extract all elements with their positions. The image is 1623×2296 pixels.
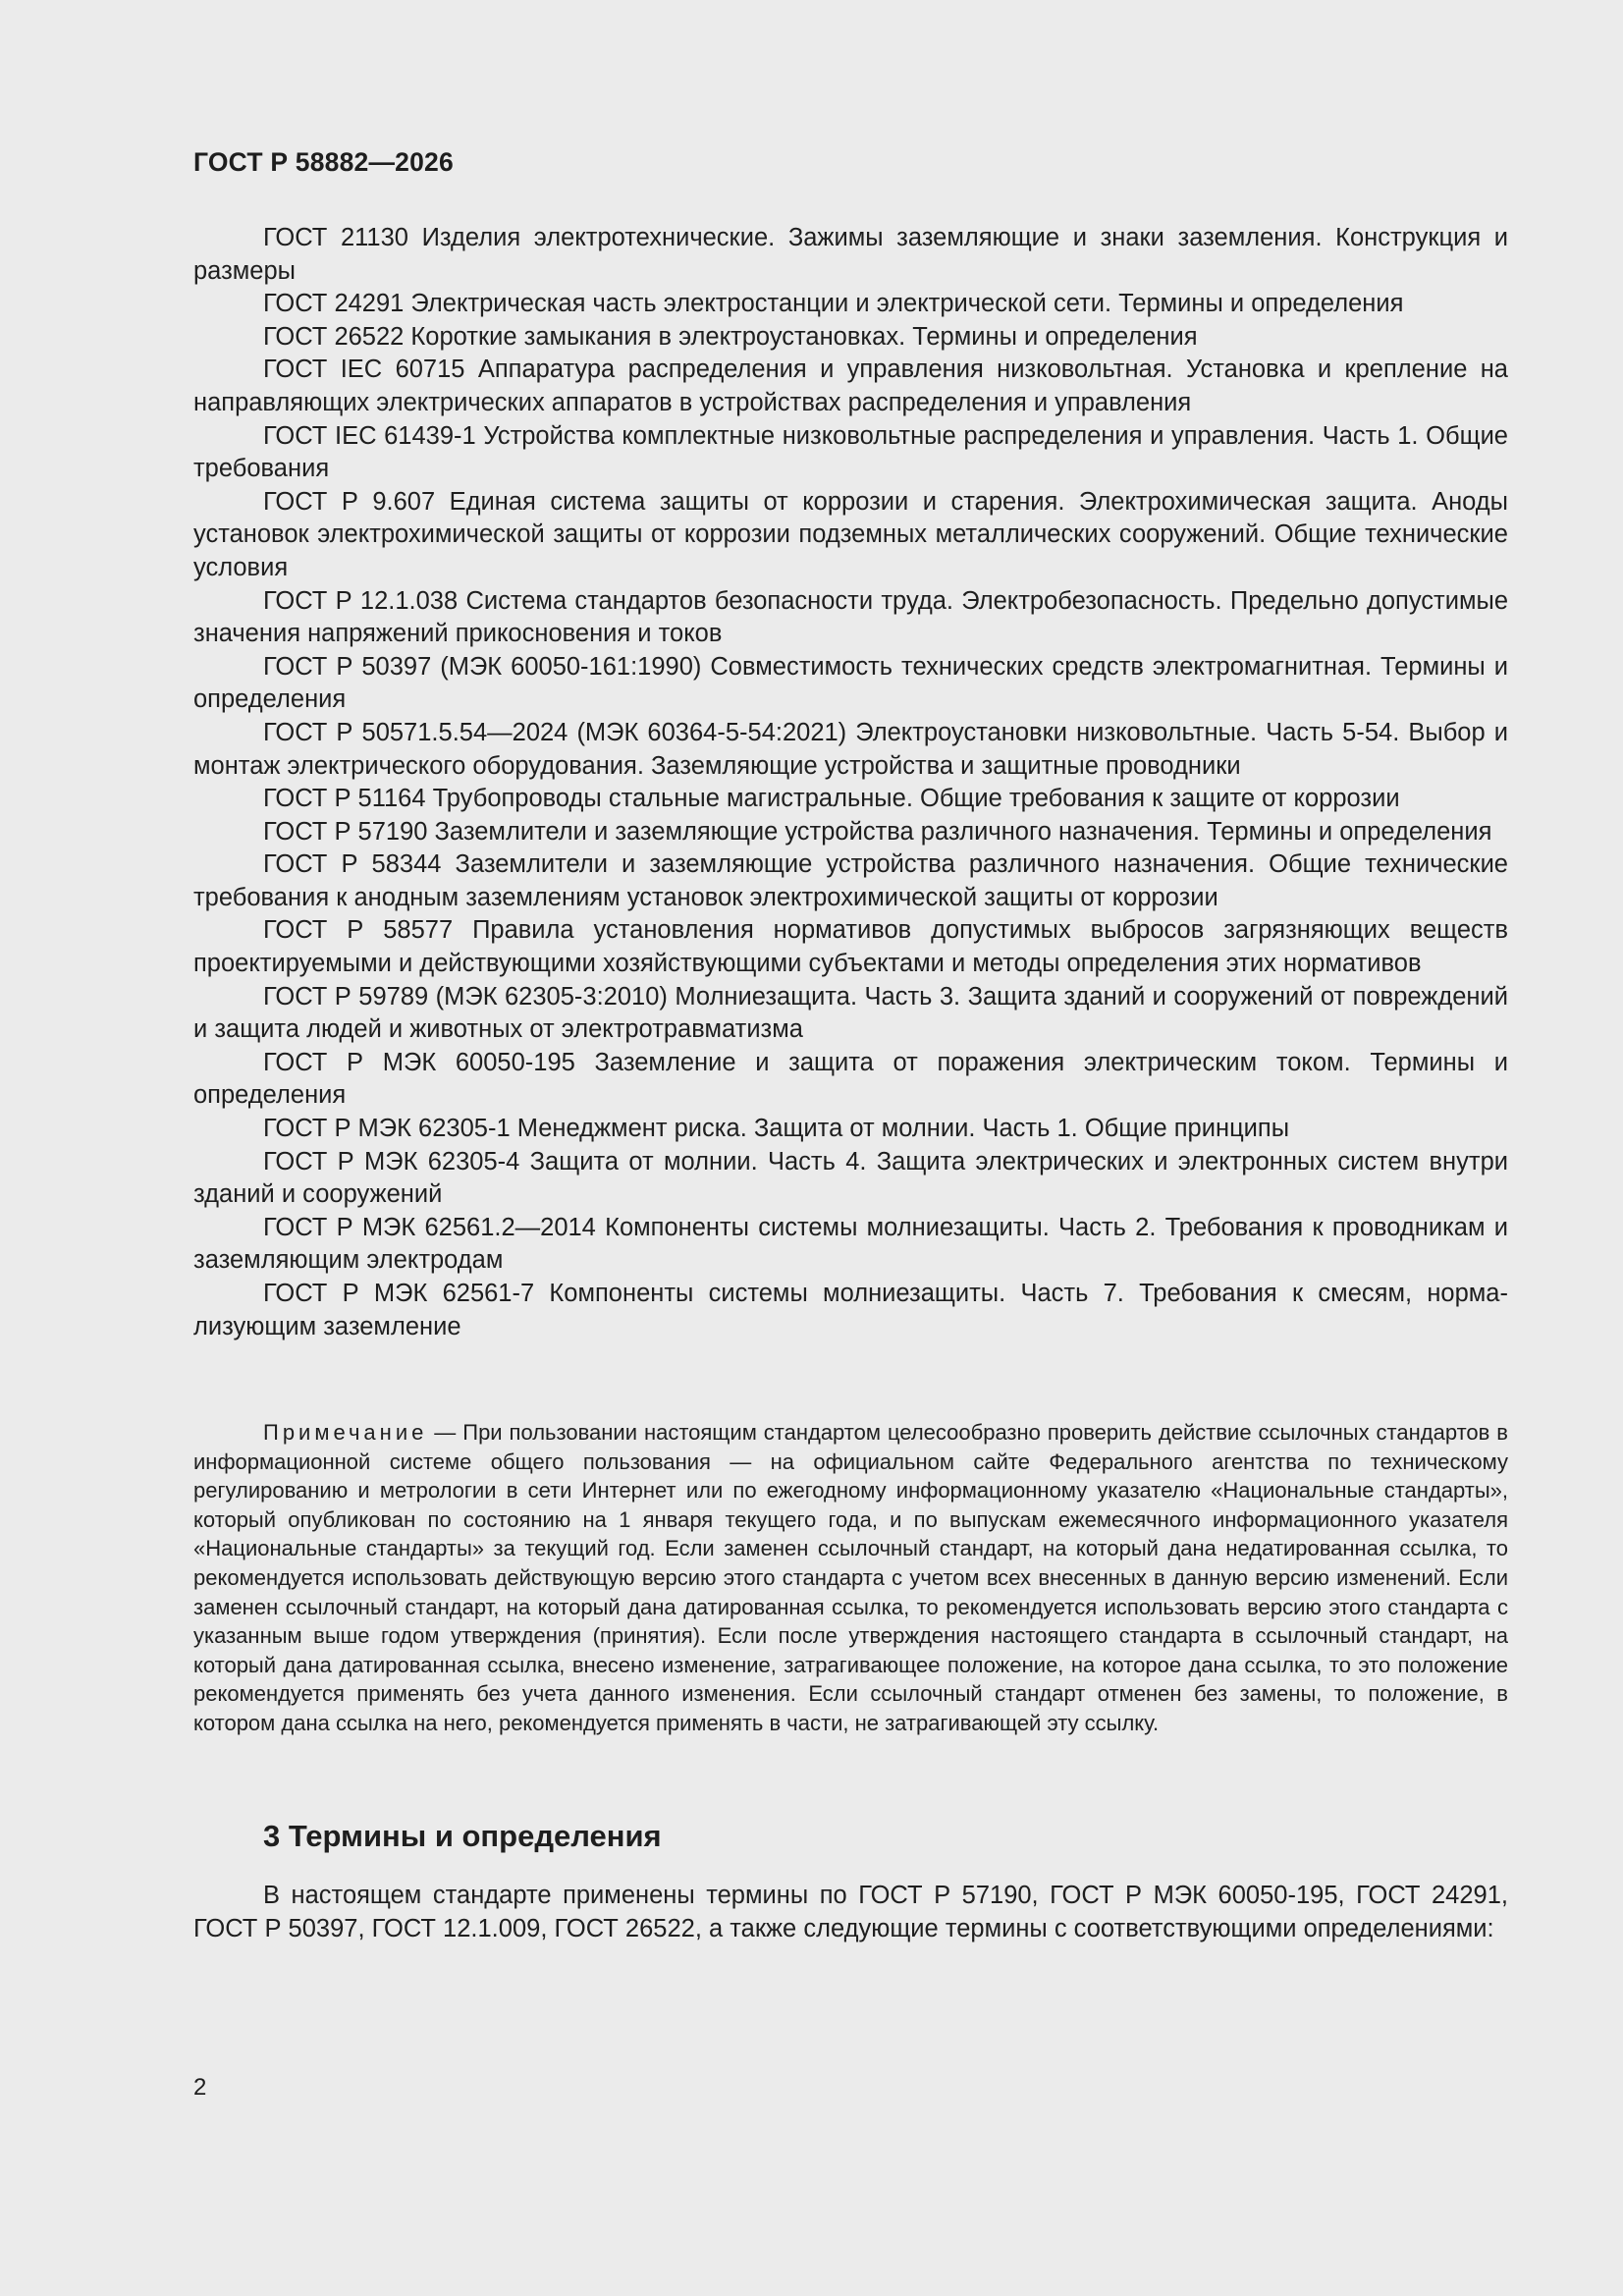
reference-item: ГОСТ Р 58344 Заземлители и заземляющие устройства различного назначения. Общие технические требования к анодным заземлениям установок электрохимической защиты от коррозии [193, 850, 1508, 911]
reference-item: ГОСТ Р 51164 Трубопроводы стальные магистральные. Общие требования к защите от коррозии [263, 785, 1400, 813]
document-header-title: ГОСТ Р 58882—2026 [193, 147, 454, 177]
reference-item: ГОСТ 21130 Изделия электротехнические. Зажимы заземляющие и знаки заземления. Конструкция и размеры [193, 224, 1508, 285]
reference-item: ГОСТ Р 57190 Заземлители и заземляющие устройства различного назначения. Термины и определения [263, 817, 1492, 846]
reference-item: ГОСТ Р 58577 Правила установления нормативов допустимых выбросов загрязняющих веществ проектируемыми и действующими хозяйствующими субъектами и методы определения этих нормативов [193, 916, 1508, 978]
note-paragraph [193, 1418, 1508, 1738]
reference-item: ГОСТ Р 50397 (МЭК 60050-161:1990) Совместимость технических средств электромагнитная. Термины и определения [193, 652, 1508, 714]
note-label: Примечание [263, 1420, 428, 1445]
reference-item: ГОСТ Р МЭК 62561-7 Компоненты системы молниезащиты. Часть 7. Требования к смесям, нормализующим заземление [193, 1280, 1508, 1340]
normative-references-list [193, 222, 1508, 1343]
reference-item: ГОСТ Р МЭК 60050-195 Заземление и защита от поражения электрическим током. Термины и определения [193, 1048, 1508, 1110]
page-number: 2 [193, 2074, 207, 2101]
reference-item: ГОСТ 24291 Электрическая часть электростанции и электрической сети. Термины и определения [263, 290, 1404, 318]
reference-item: ГОСТ 26522 Короткие замыкания в электроустановках. Термины и определения [263, 322, 1198, 351]
section-body-paragraph: В настоящем стандарте применены термины по ГОСТ Р 57190, ГОСТ Р МЭК 60050-195, ГОСТ 24291, ГОСТ Р 50397, ГОСТ 12.1.009, ГОСТ 26522, а также следующие термины с соответствующими определениями: [193, 1882, 1508, 1942]
reference-item: ГОСТ Р МЭК 62305-4 Защита от молнии. Часть 4. Защита электрических и электронных систем внутри зданий и сооружений [193, 1147, 1508, 1209]
reference-item: ГОСТ Р 50571.5.54—2024 (МЭК 60364-5-54:2021) Электроустановки низковольтные. Часть 5-54. Выбор и монтаж электрического оборудования. Заземляющие устройства и защитные проводники [193, 718, 1508, 780]
section-heading: 3 Термины и определения [263, 1819, 662, 1853]
reference-item: ГОСТ Р МЭК 62561.2—2014 Компоненты системы молниезащиты. Часть 2. Требования к проводникам и заземляющим электродам [193, 1213, 1508, 1275]
reference-item: ГОСТ IEC 61439-1 Устройства комплектные низковольтные распределения и управления. Часть 1. Общие требования [193, 421, 1508, 483]
reference-item: ГОСТ IEC 60715 Аппаратура распределения и управления низковольтная. Установка и крепление на направляющих электрических аппаратов в устройствах распределения и управления [193, 355, 1508, 416]
reference-item: ГОСТ Р 9.607 Единая система защиты от коррозии и старения. Электрохимическая защита. Аноды установок электрохимической защиты от коррозии подземных металлических сооружений. Общие технические условия [193, 487, 1508, 581]
reference-item: ГОСТ Р 59789 (МЭК 62305-3:2010) Молниезащита. Часть 3. Защита зданий и сооружений от повреждений и защита людей и животных от электротравматизма [193, 982, 1508, 1044]
reference-item: ГОСТ Р 12.1.038 Система стандартов безопасности труда. Электробезопасность. Предельно допустимые значения напряжений прикосновения и токов [193, 586, 1508, 648]
reference-item: ГОСТ Р МЭК 62305-1 Менеджмент риска. Защита от молнии. Часть 1. Общие принципы [263, 1115, 1290, 1143]
note-text: — При пользовании настоящим стандартом целесообразно проверить действие ссылочных стандартов в информационной системе общего пользования — на официальном сайте Федерального агентства по техническому регулированию и метрологии в сети Интернет или по ежегодному информационному указателю «Национальные стандарты», который опубликован по состоянию на 1 января текущего года, и по выпускам ежемесячного информационного указателя «Национальные стандарты» за текущий год. Если заменен ссылочный стандарт, на который дана недатированная ссылка, то рекомендуется использовать действующую версию этого стандарта с учетом всех внесенных в данную версию изменений. Если заменен ссылочный стандарт, на который дана датированная ссылка, то рекомендуется использовать версию этого стандарта с указанным выше годом утверждения (принятия). Если после утверждения настоящего стандарта в ссылочный стандарт, на который дана датированная ссылка, внесено изменение, затрагивающее положение, на которое дана ссылка, то это положение рекомендуется применять без учета данного изменения. Если ссылочный стандарт отменен без замены, то положение, в котором дана ссылка на него, рекомендуется применять в части, не затрагивающей эту ссылку. [193, 1420, 1508, 1735]
